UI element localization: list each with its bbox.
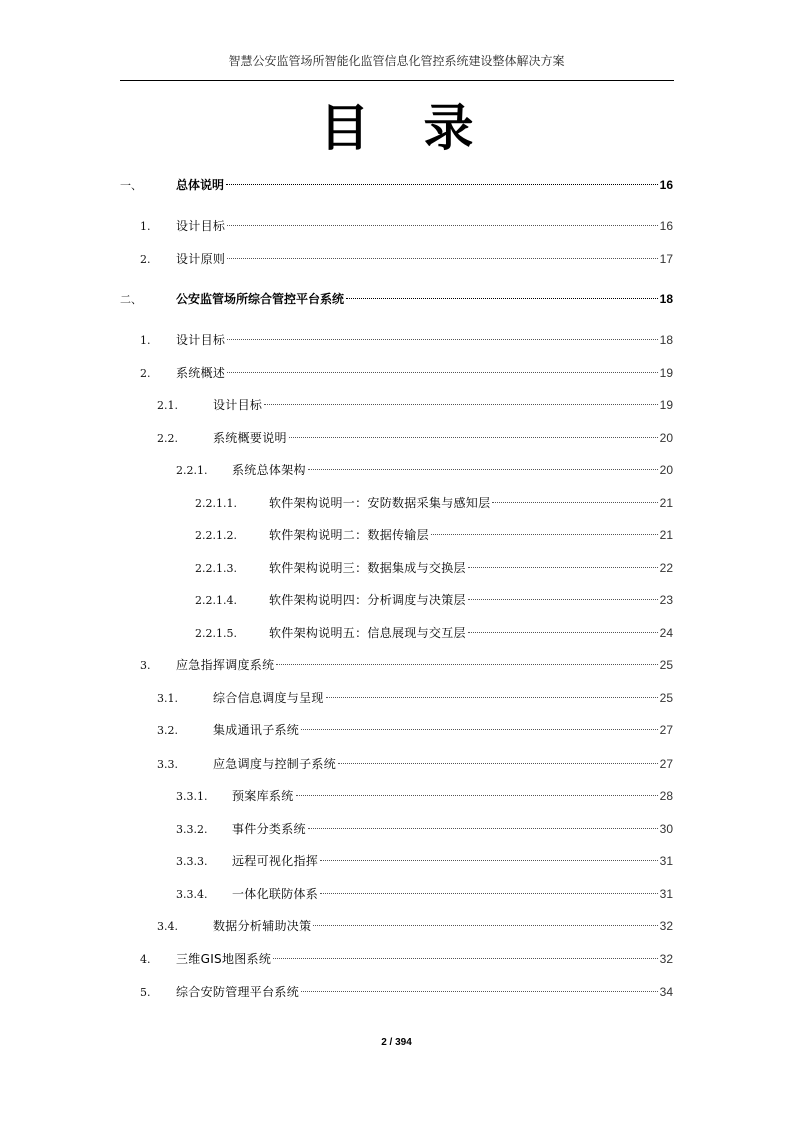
toc-entry[interactable] — [176, 885, 673, 903]
toc-dot-leader — [431, 533, 658, 535]
toc-entry-label: 远程可视化指挥 — [232, 854, 319, 868]
toc-entry-label: 应急指挥调度系统 — [176, 658, 275, 672]
toc-dot-leader — [468, 598, 658, 600]
toc-entry-label: 三维GIS地图系统 — [176, 952, 272, 966]
toc-entry-number: 2.2.1.5. — [195, 627, 237, 640]
toc-dot-leader — [227, 224, 657, 226]
toc-dot-leader — [296, 794, 658, 796]
toc-entry[interactable] — [157, 917, 673, 935]
toc-entry-page: 16 — [659, 219, 673, 233]
toc-entry[interactable] — [176, 852, 673, 870]
toc-entry-page: 19 — [659, 366, 673, 380]
toc-entry-label: 软件架构说明二：数据传输层 — [269, 528, 429, 542]
toc-entry-label: 集成通讯子系统 — [213, 723, 300, 737]
toc-entry[interactable] — [157, 429, 673, 447]
toc-entry-page: 21 — [659, 528, 673, 542]
toc-dot-leader — [227, 338, 657, 340]
toc-entry-number: 5. — [140, 986, 151, 999]
toc-entry-number: 2.2. — [157, 432, 178, 445]
toc-dot-leader — [346, 297, 658, 299]
toc-dot-leader — [273, 957, 657, 959]
toc-entry-page: 21 — [659, 496, 673, 510]
toc-dot-leader — [468, 631, 658, 633]
toc-entry-number: 2. — [140, 253, 151, 266]
toc-entry-number: 3.4. — [157, 920, 178, 933]
toc-entry[interactable] — [176, 820, 673, 838]
toc-entry[interactable] — [195, 559, 673, 577]
toc-entry-page: 25 — [659, 658, 673, 672]
toc-entry-label: 软件架构说明一：安防数据采集与感知层 — [269, 496, 491, 510]
toc-dot-leader — [313, 924, 657, 926]
toc-entry-number: 3.1. — [157, 692, 178, 705]
toc-entry-number: 3. — [140, 659, 151, 672]
toc-entry[interactable] — [176, 461, 673, 479]
toc-entry-label: 设计目标 — [176, 333, 226, 347]
toc-entry-page: 34 — [659, 985, 673, 999]
toc-entry-number: 2. — [140, 367, 151, 380]
toc-entry[interactable] — [140, 331, 673, 349]
toc-dot-leader — [227, 257, 657, 259]
toc-entry-label: 软件架构说明三：数据集成与交换层 — [269, 561, 466, 575]
toc-entry-page: 17 — [659, 252, 673, 266]
toc-entry-label: 设计目标 — [176, 219, 226, 233]
toc-entry-number: 2.2.1.1. — [195, 497, 237, 510]
toc-entry-number: 3.2. — [157, 724, 178, 737]
toc-dot-leader — [492, 501, 657, 503]
toc-dot-leader — [326, 696, 658, 698]
toc-dot-leader — [264, 403, 657, 405]
toc-dot-leader — [276, 663, 657, 665]
toc-entry[interactable] — [120, 176, 673, 194]
toc-entry[interactable] — [176, 787, 673, 805]
toc-entry-page: 27 — [659, 757, 673, 771]
toc-entry-number: 一、 — [120, 179, 142, 192]
toc-entry[interactable] — [157, 689, 673, 707]
page-title-char-2: 录 — [423, 98, 474, 157]
toc-entry-number: 3.3.2. — [176, 823, 208, 836]
toc-dot-leader — [338, 762, 658, 764]
toc-entry-number: 3.3.3. — [176, 855, 208, 868]
toc-entry-label: 软件架构说明四：分析调度与决策层 — [269, 593, 466, 607]
toc-entry-page: 20 — [659, 463, 673, 477]
toc-entry-number: 二、 — [120, 293, 142, 306]
toc-entry[interactable] — [120, 290, 673, 308]
toc-entry-label: 系统总体架构 — [232, 463, 306, 477]
toc-entry-number: 3.3.1. — [176, 790, 208, 803]
toc-entry-label: 公安监管场所综合管控平台系统 — [176, 292, 345, 306]
toc-entry[interactable] — [140, 656, 673, 674]
toc-entry-label: 综合信息调度与呈现 — [213, 691, 324, 705]
toc-entry-page: 25 — [659, 691, 673, 705]
toc-entry[interactable] — [195, 624, 673, 642]
toc-entry-label: 设计原则 — [176, 252, 226, 266]
toc-entry[interactable] — [157, 721, 673, 739]
toc-dot-leader — [320, 859, 658, 861]
toc-entry-page: 20 — [659, 431, 673, 445]
toc-entry-number: 2.2.1.3. — [195, 562, 237, 575]
toc-entry-label: 系统概要说明 — [213, 431, 287, 445]
toc-entry-page: 31 — [659, 887, 673, 901]
toc-entry-page: 30 — [659, 822, 673, 836]
toc-entry[interactable] — [157, 755, 673, 773]
toc-entry-number: 2.1. — [157, 399, 178, 412]
running-header: 智慧公安监管场所智能化监管信息化管控系统建设整体解决方案 — [228, 54, 565, 68]
toc-entry[interactable] — [140, 217, 673, 235]
toc-entry-page: 28 — [659, 789, 673, 803]
toc-entry[interactable] — [140, 250, 673, 268]
toc-entry-page: 27 — [659, 723, 673, 737]
toc-entry-label: 数据分析辅助决策 — [213, 919, 312, 933]
toc-entry-label: 一体化联防体系 — [232, 887, 319, 901]
toc-entry-page: 23 — [659, 593, 673, 607]
toc-dot-leader — [289, 436, 658, 438]
toc-entry-label: 综合安防管理平台系统 — [176, 985, 300, 999]
toc-entry-label: 预案库系统 — [232, 789, 294, 803]
toc-dot-leader — [308, 827, 658, 829]
toc-entry-number: 1. — [140, 334, 151, 347]
toc-entry-label: 软件架构说明五：信息展现与交互层 — [269, 626, 466, 640]
toc-entry-number: 1. — [140, 220, 151, 233]
toc-dot-leader — [320, 892, 658, 894]
toc-entry[interactable] — [157, 396, 673, 414]
toc-entry-label: 设计目标 — [213, 398, 263, 412]
toc-entry-page: 31 — [659, 854, 673, 868]
toc-entry-page: 24 — [659, 626, 673, 640]
toc-entry-number: 4. — [140, 953, 151, 966]
toc-entry-page: 18 — [659, 333, 673, 347]
toc-entry-number: 3.3. — [157, 758, 178, 771]
toc-entry-page: 19 — [659, 398, 673, 412]
toc-entry-number: 2.2.1. — [176, 464, 208, 477]
toc-entry-label: 事件分类系统 — [232, 822, 306, 836]
toc-entry[interactable] — [195, 494, 673, 512]
toc-entry-number: 2.2.1.4. — [195, 594, 237, 607]
toc-entry[interactable] — [140, 364, 673, 382]
toc-dot-leader — [468, 566, 658, 568]
page-title-char-1: 目 — [319, 98, 370, 157]
toc-entry-label: 应急调度与控制子系统 — [213, 757, 337, 771]
toc-dot-leader — [227, 371, 657, 373]
toc-entry-page: 16 — [659, 178, 673, 192]
toc-entry-page: 32 — [659, 919, 673, 933]
toc-dot-leader — [301, 990, 658, 992]
toc-entry-label: 系统概述 — [176, 366, 226, 380]
page-indicator: 2 / 394 — [381, 1037, 412, 1048]
toc-entry[interactable] — [140, 950, 673, 968]
toc-entry-number: 2.2.1.2. — [195, 529, 237, 542]
toc-entry-number: 3.3.4. — [176, 888, 208, 901]
toc-dot-leader — [308, 468, 658, 470]
toc-dot-leader — [226, 183, 658, 185]
toc-entry[interactable] — [140, 983, 673, 1001]
toc-entry-label: 总体说明 — [176, 178, 225, 192]
toc-dot-leader — [301, 728, 658, 730]
toc-entry[interactable] — [195, 526, 673, 544]
toc-entry-page: 18 — [659, 292, 673, 306]
toc-entry[interactable] — [195, 591, 673, 609]
toc-entry-page: 32 — [659, 952, 673, 966]
toc-entry-page: 22 — [659, 561, 673, 575]
